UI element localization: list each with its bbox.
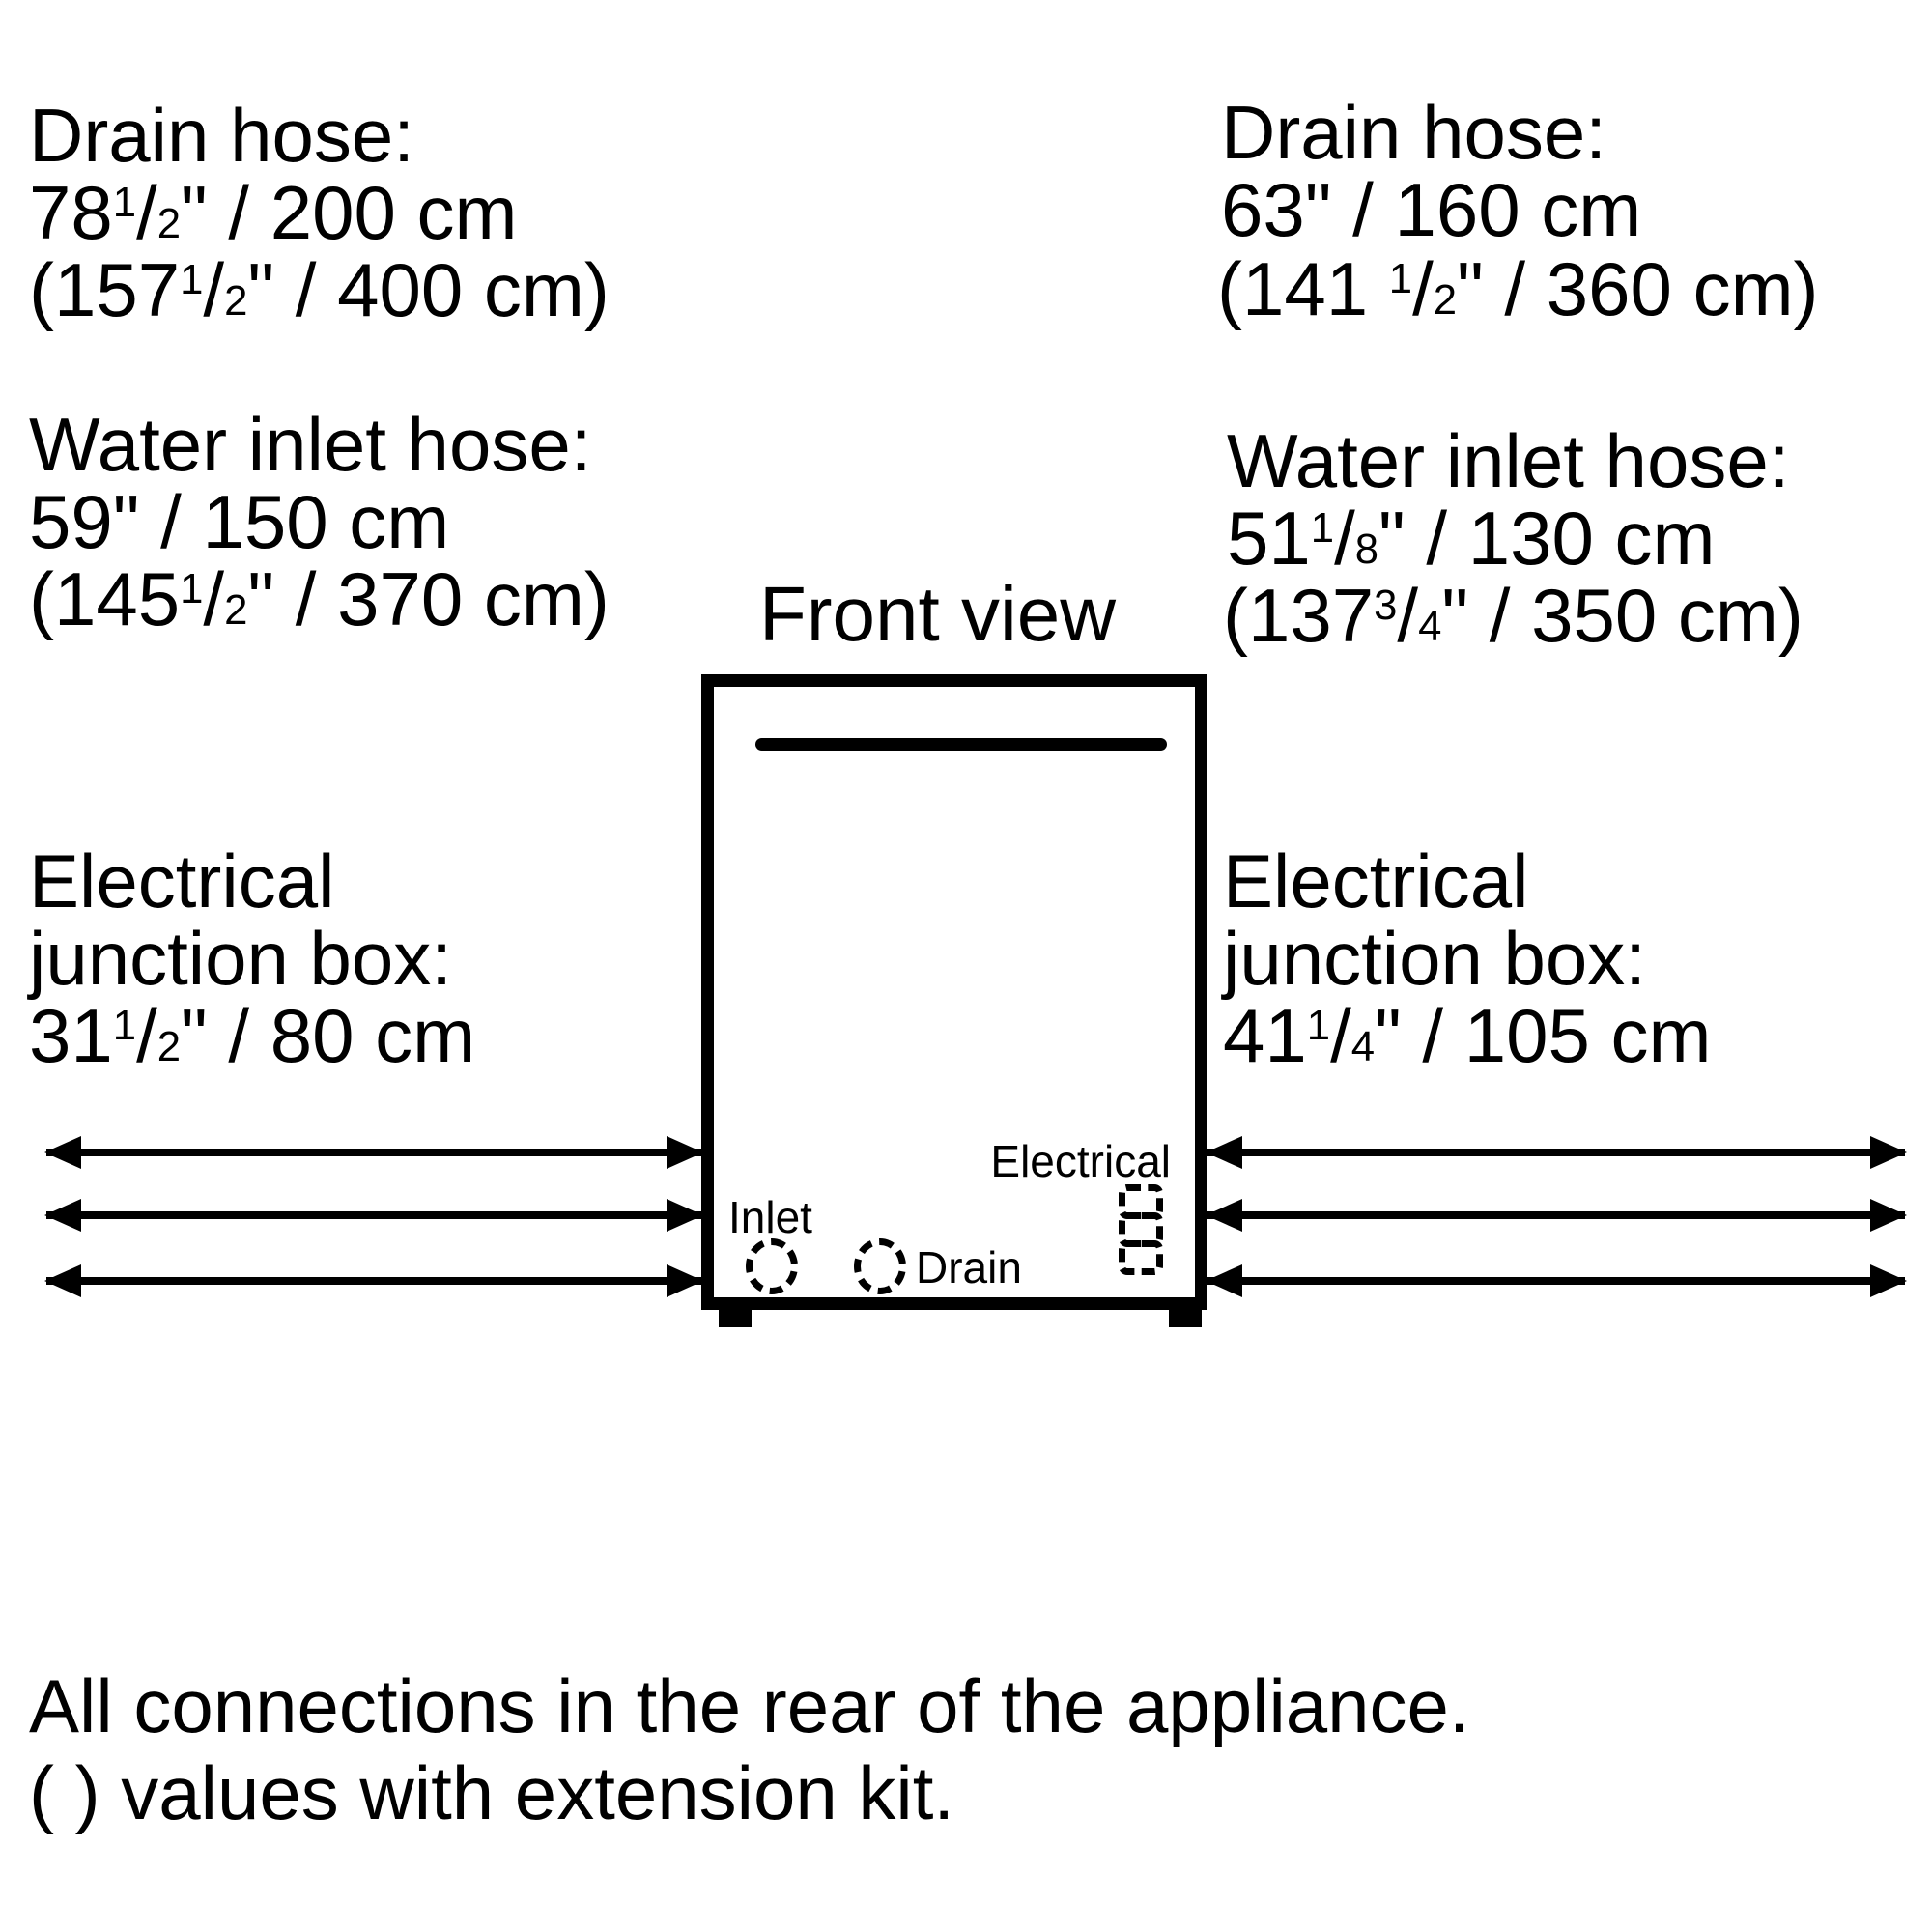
right-junction-box-title-2: junction box:: [1223, 916, 1646, 1001]
arrow-head-left-icon: [1206, 1264, 1242, 1297]
drain-label: Drain: [916, 1242, 1022, 1293]
inlet-port-icon: [746, 1238, 798, 1294]
arrow-head-right-icon: [1870, 1199, 1907, 1232]
left-water-inlet-extended-length: ($145^1/2$" / 370 cm): [29, 556, 610, 641]
appliance-right-foot: [1169, 1308, 1202, 1327]
left-dimension-arrow-1: [46, 1149, 701, 1156]
right-water-inlet-extended-length: ($137^3/4$" / 350 cm): [1223, 573, 1804, 658]
left-dimension-arrow-3: [46, 1277, 701, 1285]
arrow-head-right-icon: [667, 1136, 703, 1169]
inlet-label: Inlet: [728, 1192, 812, 1242]
left-junction-box-length: $31^1/2$" / 80 cm: [29, 993, 476, 1078]
appliance-door-line: [755, 738, 1167, 751]
left-drain-hose-length: $78^1/2$" / 200 cm: [29, 170, 518, 255]
right-dimension-arrow-1: [1208, 1149, 1905, 1156]
right-drain-hose-length: 63" / 160 cm: [1221, 167, 1642, 252]
left-drain-hose-extended-length: ($157^1/2$" / 400 cm): [29, 247, 610, 332]
right-junction-box-length: $41^1/4$" / 105 cm: [1223, 993, 1712, 1078]
arrow-head-right-icon: [667, 1264, 703, 1297]
left-junction-box-title-2: junction box:: [29, 916, 452, 1001]
left-junction-box-title-1: Electrical: [29, 838, 335, 923]
arrow-head-right-icon: [1870, 1136, 1907, 1169]
arrow-head-left-icon: [44, 1136, 81, 1169]
arrow-head-left-icon: [1206, 1199, 1242, 1232]
right-water-inlet-length: $51^1/8$" / 130 cm: [1227, 496, 1716, 581]
arrow-head-right-icon: [1870, 1264, 1907, 1297]
right-drain-hose-title: Drain hose:: [1221, 90, 1606, 175]
electrical-label: Electrical: [990, 1136, 1171, 1186]
arrow-head-left-icon: [44, 1199, 81, 1232]
right-drain-hose-extended-length: (141 $^1$/2" / 360 cm): [1217, 246, 1819, 331]
appliance-left-foot: [719, 1308, 752, 1327]
left-drain-hose-title: Drain hose:: [29, 93, 414, 178]
right-water-inlet-title: Water inlet hose:: [1227, 418, 1790, 503]
right-junction-box-title-1: Electrical: [1223, 838, 1529, 923]
front-view-label: Front view: [759, 571, 1116, 657]
electrical-connector-icon: [1119, 1184, 1163, 1275]
drain-port-icon: [854, 1238, 906, 1294]
right-dimension-arrow-3: [1208, 1277, 1905, 1285]
arrow-head-left-icon: [1206, 1136, 1242, 1169]
left-water-inlet-length: 59" / 150 cm: [29, 479, 450, 564]
left-water-inlet-title: Water inlet hose:: [29, 402, 592, 487]
note-extension-kit: ( ) values with extension kit.: [29, 1750, 955, 1835]
note-connections: All connections in the rear of the appliance.: [29, 1663, 1470, 1748]
arrow-head-right-icon: [667, 1199, 703, 1232]
right-dimension-arrow-2: [1208, 1211, 1905, 1219]
arrow-head-left-icon: [44, 1264, 81, 1297]
electrical-connector-cell: [1119, 1240, 1163, 1275]
left-dimension-arrow-2: [46, 1211, 701, 1219]
